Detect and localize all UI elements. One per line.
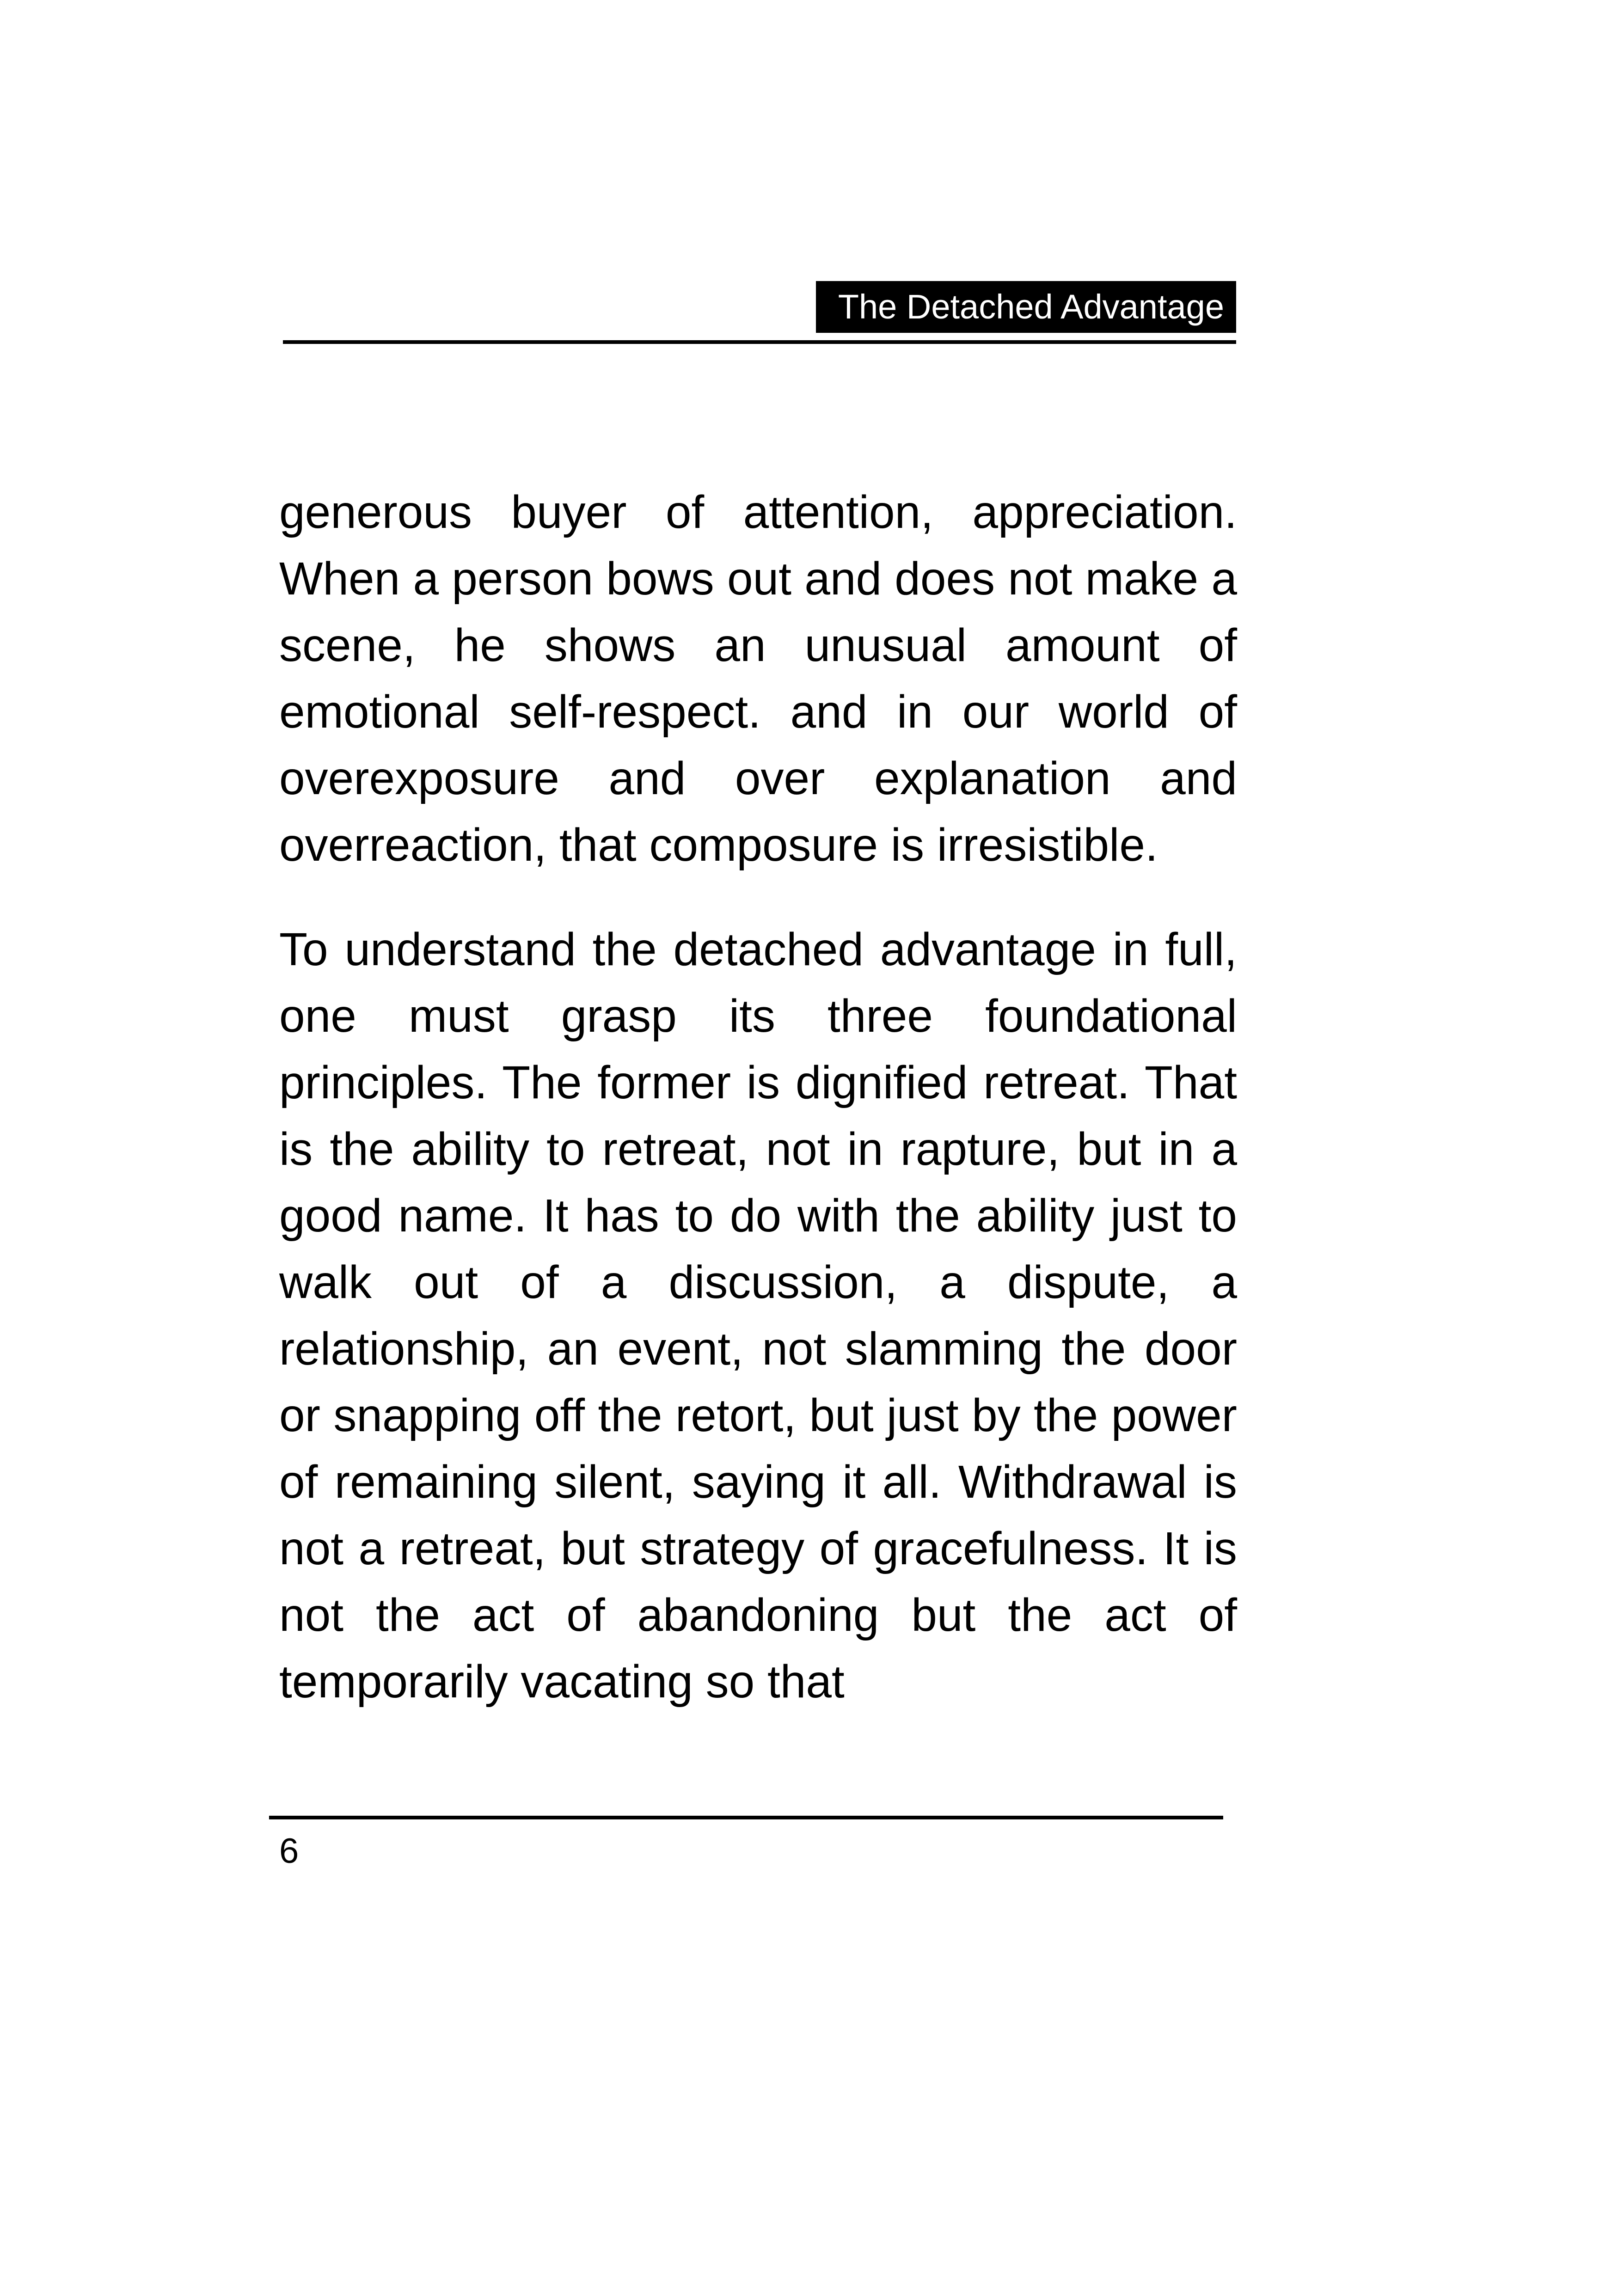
paragraph-1: generous buyer of attention, appreciation. When a person bows out and does not make a scene, he shows an unusual amount of emotional self-respect. and in our world of overexposure and over explanation and overreaction, that composure is irresistible.	[279, 486, 1237, 871]
running-header-title: The Detached Advantage	[816, 281, 1236, 333]
page-number: 6	[279, 1831, 299, 1871]
footer-divider	[269, 1816, 1223, 1819]
paragraph-2: To understand the detached advantage in full, one must grasp its three foundational principles. The former is dignified retreat. That is the ability to retreat, not in rapture, but in a good name. It has to do with the ability just to walk out of a discussion, a dispute, a relationship, an event, not slamming the door or snapping off the retort, but just by the power of remaining silent, saying it all. Withdrawal is not a retreat, but strategy of gracefulness. It is not the act of abandoning but the act of temporarily vacating so that	[279, 924, 1237, 1708]
header-divider	[283, 340, 1236, 344]
body-text	[279, 479, 1237, 1715]
